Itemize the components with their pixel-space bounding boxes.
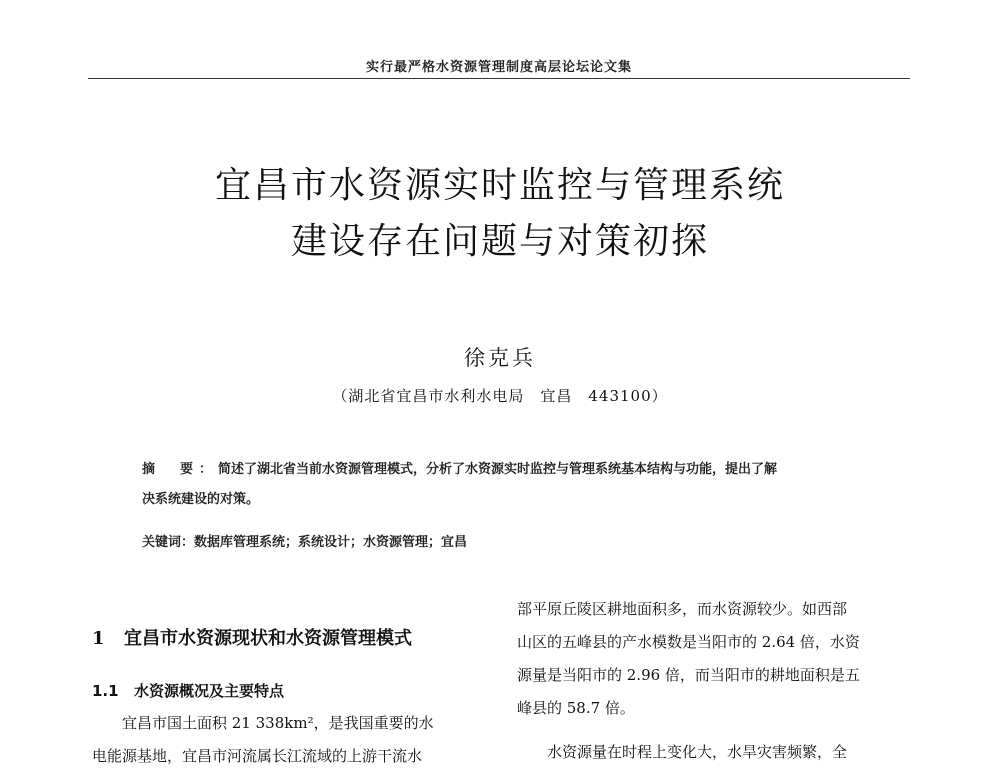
body-line-2: 电能源基地，宜昌市河流属长江流域的上游干流水: [92, 747, 423, 765]
abstract-text-1: 简述了湖北省当前水资源管理模式，分析了水资源实时监控与管理系统基本结构与功能，提出了解: [218, 462, 778, 477]
subsection-heading: [92, 680, 484, 701]
title-line-2: 建设存在问题与对策初探: [290, 221, 709, 262]
subsection-number: 1.1: [92, 682, 119, 700]
left-column: [92, 622, 484, 773]
section-number: 1: [92, 628, 105, 649]
header-rule: [88, 78, 910, 79]
abstract-line-2: 决系统建设的对策。: [142, 492, 260, 507]
right-paragraph: [517, 593, 909, 725]
author-affiliation: （湖北省宜昌市水利水电局 宜昌 443100）: [332, 387, 668, 405]
right-next-paragraph: 水资源量在时程上变化大，水旱灾害频繁，全: [547, 743, 848, 761]
abstract-line-1: [142, 455, 862, 485]
author-name: 徐克兵: [464, 346, 536, 370]
keywords-label: 关键词：: [142, 535, 195, 550]
right-line-1: 部平原丘陵区耕地面积多，而水资源较少。如西部: [517, 600, 848, 618]
right-line-4: 峰县的 58.7 倍。: [517, 699, 635, 717]
body-line-1: 宜昌市国土面积 21 338km²，是我国重要的水: [122, 714, 434, 732]
abstract-label: 摘 要：: [142, 462, 219, 477]
running-head: 实行最严格水资源管理制度高层论坛论文集: [365, 60, 632, 75]
subsection-title: 水资源概况及主要特点: [134, 682, 285, 700]
section-title: 宜昌市水资源现状和水资源管理模式: [124, 628, 412, 649]
title-line-1: 宜昌市水资源实时监控与管理系统: [214, 165, 785, 206]
abstract: [142, 455, 862, 515]
right-line-3: 源量是当阳市的 2.96 倍，而当阳市的耕地面积是五: [517, 666, 860, 684]
right-column: [517, 593, 909, 769]
keywords-text: 数据库管理系统；系统设计；水资源管理；宜昌: [194, 535, 468, 550]
right-line-2: 山区的五峰县的产水模数是当阳市的 2.64 倍，水资: [517, 633, 860, 651]
paper-title: [0, 158, 1000, 270]
body-paragraph: [92, 707, 484, 773]
keywords: [142, 531, 862, 550]
section-heading: [92, 624, 484, 650]
